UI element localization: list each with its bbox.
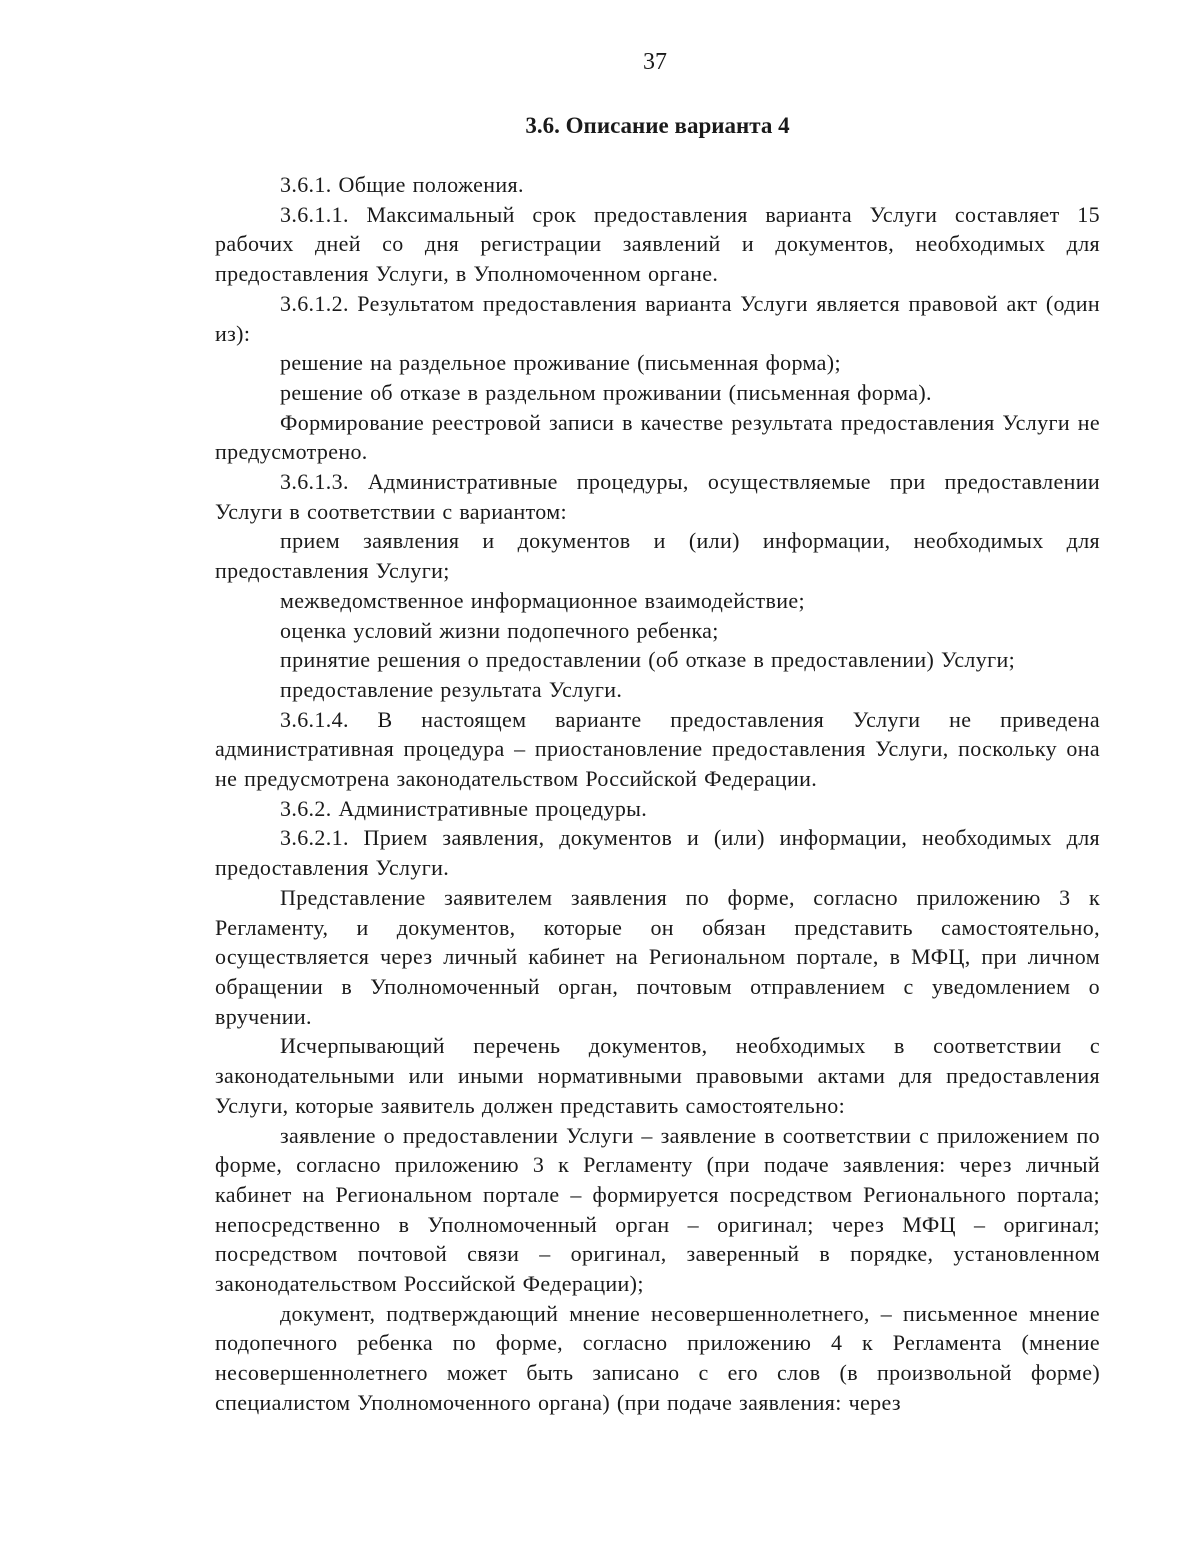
list-item: оценка условий жизни подопечного ребенка; (280, 617, 719, 643)
paragraph: 3.6.2.1. Прием заявления, документов и (или) информации, необходимых для предоставления Услуги. (215, 825, 1100, 881)
list-item: прием заявления и документов и (или) информации, необходимых для предоставления Услуги; (215, 528, 1100, 584)
document-body (215, 170, 1100, 1418)
list-item: документ, подтверждающий мнение несовершеннолетнего, – письменное мнение подопечного ребенка по форме, согласно приложению 4 к Регламента (мнение несовершеннолетнего может быть записано с его слов (в произвольной форме) специалистом Уполномоченного органа) (при подаче заявления: через (215, 1300, 1100, 1415)
list-item: предоставление результата Услуги. (280, 676, 623, 702)
page-number: 37 (643, 49, 667, 75)
section-title: 3.6. Описание варианта 4 (525, 113, 790, 138)
paragraph: Формирование реестровой записи в качестве результата предоставления Услуги не предусмотрено. (215, 409, 1100, 465)
paragraph: 3.6.2. Административные процедуры. (280, 795, 648, 821)
list-item: решение на раздельное проживание (письменная форма); (280, 350, 841, 376)
paragraph: Исчерпывающий перечень документов, необходимых в соответствии с законодательными или иными нормативными правовыми актами для предоставления Услуги, которые заявитель должен представить самостоятельно: (215, 1033, 1100, 1118)
list-item: принятие решения о предоставлении (об отказе в предоставлении) Услуги; (280, 647, 1016, 673)
paragraph: 3.6.1. Общие положения. (280, 172, 524, 197)
paragraph: 3.6.1.1. Максимальный срок предоставления варианта Услуги составляет 15 рабочих дней со дня регистрации заявлений и документов, необходимых для предоставления Услуги, в Уполномоченном органе. (215, 201, 1100, 287)
paragraph: 3.6.1.3. Административные процедуры, осуществляемые при предоставлении Услуги в соответствии с вариантом: (215, 469, 1100, 524)
list-item: решение об отказе в раздельном проживании (письменная форма). (280, 379, 932, 405)
paragraph: Представление заявителем заявления по форме, согласно приложению 3 к Регламенту, и документов, которые он обязан представить самостоятельно, осуществляется через личный кабинет на Региональном портале, в МФЦ, при личном обращении в Уполномоченный орган, почтовым отправлением с уведомлением о вручении. (215, 884, 1100, 1029)
list-item: межведомственное информационное взаимодействие; (280, 587, 805, 613)
paragraph: 3.6.1.4. В настоящем варианте предоставления Услуги не приведена административная процедура – приостановление предоставления Услуги, поскольку она не предусмотрена законодательством Российской Федерации. (215, 706, 1100, 792)
list-item: заявление о предоставлении Услуги – заявление в соответствии с приложением по форме, согласно приложению 3 к Регламенту (при подаче заявления: через личный кабинет на Региональном портале – формируется посредством Регионального портала; непосредственно в Уполномоченный орган – оригинал; через МФЦ – оригинал; посредством почтовой связи – оригинал, заверенный в порядке, установленном законодательством Российской Федерации); (215, 1122, 1100, 1297)
paragraph: 3.6.1.2. Результатом предоставления варианта Услуги является правовой акт (один из): (215, 290, 1100, 346)
